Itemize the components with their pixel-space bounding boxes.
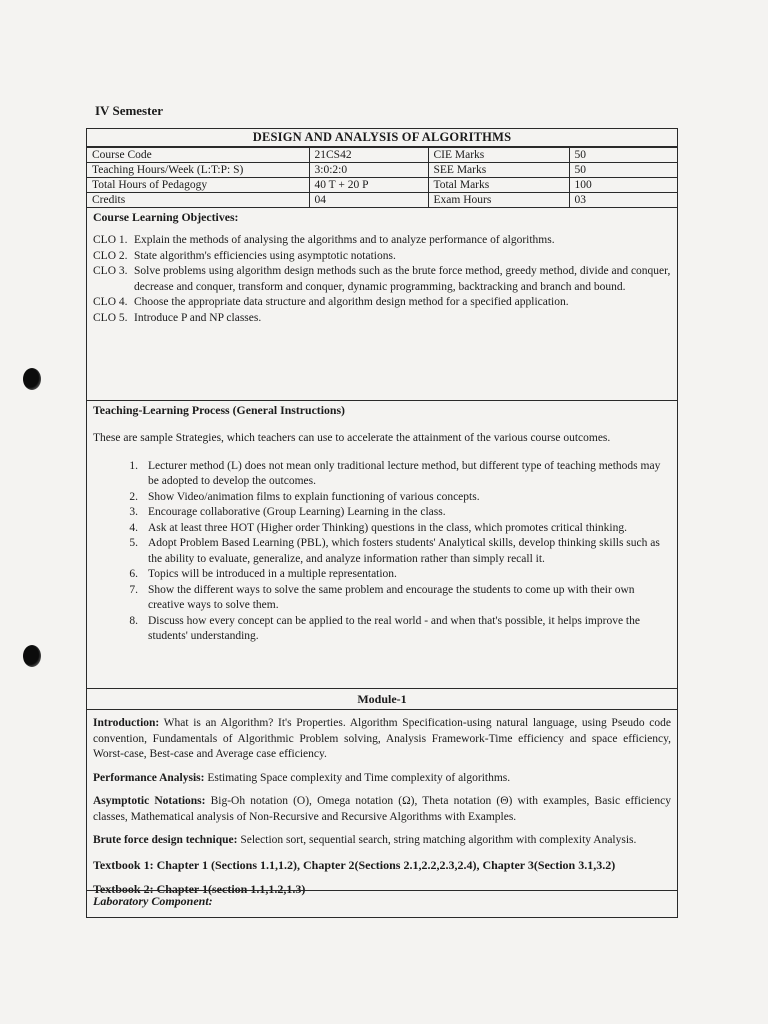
semester-label: IV Semester xyxy=(95,103,163,118)
module-paragraph-label: Introduction: xyxy=(93,717,160,729)
course-info-cell: Exam Hours xyxy=(428,193,569,208)
tlp-item xyxy=(93,505,671,521)
punch-hole-top xyxy=(23,368,41,390)
clo-text: Solve problems using algorithm design methods such as the brute force method, greedy method, divide and conquer, decrease and conquer, transform and conquer, dynamic programming, backtracking and branch and bound. xyxy=(134,265,671,293)
tlp-item xyxy=(93,567,671,583)
course-info-table xyxy=(87,147,677,208)
course-info-cell: 40 T + 20 P xyxy=(309,178,428,193)
course-learning-objectives xyxy=(87,208,677,401)
module-paragraph-text: Estimating Space complexity and Time complexity of algorithms. xyxy=(204,771,511,784)
clo-text: Introduce P and NP classes. xyxy=(134,311,262,324)
module-paragraph-label: Brute force design technique: xyxy=(93,834,238,846)
course-info-cell: 3:0:2:0 xyxy=(309,163,428,178)
clo-code: CLO 4. xyxy=(93,296,128,308)
tlp-item-text: Encourage collaborative (Group Learning) Learning in the class. xyxy=(148,506,446,518)
course-info-cell: Total Marks xyxy=(428,178,569,193)
clo-text: Explain the methods of analysing the algorithms and to analyze performance of algorithms. xyxy=(134,234,555,246)
tlp-intro: These are sample Strategies, which teachers can use to accelerate the attainment of the various course outcomes. xyxy=(93,432,611,444)
teaching-learning-process xyxy=(87,401,677,689)
course-info-cell: 50 xyxy=(569,148,677,163)
textbook-2-reference: Textbook 2: Chapter 1(section 1.1,1.2,1.3) xyxy=(93,881,306,896)
module-paragraph xyxy=(93,794,671,825)
tlp-item-number: 5. xyxy=(129,537,138,549)
tlp-item-number: 6. xyxy=(129,568,138,580)
laboratory-component-heading: Laboratory Component: xyxy=(87,890,677,917)
tlp-item-text: Ask at least three HOT (Higher order Thinking) questions in the class, which promotes critical thinking. xyxy=(148,521,627,534)
tlp-item-text: Adopt Problem Based Learning (PBL), which fosters students' Analytical skills, develop thinking skills such as the ability to evaluate, generalize, and analyze information rather than simply recall it. xyxy=(148,537,660,565)
module-paragraphs xyxy=(93,716,671,849)
tlp-item-number: 8. xyxy=(129,614,138,627)
tlp-item-text: Show the different ways to solve the same problem and encourage the students to come up with their own creative ways to solve them. xyxy=(148,583,635,611)
course-info-cell: Teaching Hours/Week (L:T:P: S) xyxy=(87,163,309,178)
syllabus-sheet xyxy=(86,128,678,918)
course-info-cell: 21CS42 xyxy=(309,148,428,163)
module-paragraph-label: Asymptotic Notations: xyxy=(93,795,206,807)
course-info-cell: CIE Marks xyxy=(428,148,569,163)
course-info-cell: 100 xyxy=(569,178,677,193)
clo-list xyxy=(93,233,671,326)
course-info-row xyxy=(87,178,677,193)
punch-hole-bottom xyxy=(23,645,41,667)
clo-item xyxy=(93,311,671,327)
module-title: Module-1 xyxy=(87,689,677,710)
course-info-cell: Credits xyxy=(87,193,309,208)
module-paragraph-label: Performance Analysis: xyxy=(93,771,205,784)
tlp-item-text: Discuss how every concept can be applied to the real world - and when that's possible, it helps improve the students' understanding. xyxy=(148,614,640,642)
course-info-cell: Course Code xyxy=(87,148,309,163)
module-paragraph xyxy=(93,833,671,849)
clo-text: Choose the appropriate data structure and algorithm design method for a specified application. xyxy=(134,296,569,308)
tlp-item-number: 2. xyxy=(129,490,138,503)
course-info-row xyxy=(87,193,677,208)
clo-item xyxy=(93,264,671,295)
tlp-item-number: 4. xyxy=(129,521,138,534)
course-title: DESIGN AND ANALYSIS OF ALGORITHMS xyxy=(87,129,677,147)
course-info-cell: SEE Marks xyxy=(428,163,569,178)
clo-heading: Course Learning Objectives: xyxy=(93,210,239,224)
module-paragraph-text: What is an Algorithm? It's Properties. Algorithm Specification-using natural language, using Pseudo code convention, Fundamentals of Algorithmic Problem solving, Analysis Framework-Time efficiency and space efficiency, Worst-case, Best-case and Average case efficiency. xyxy=(93,717,671,760)
module-paragraph xyxy=(93,716,671,763)
tlp-item xyxy=(93,459,671,490)
clo-code: CLO 5. xyxy=(93,311,128,324)
clo-code: CLO 1. xyxy=(93,234,128,246)
tlp-item-text: Show Video/animation films to explain functioning of various concepts. xyxy=(148,490,480,503)
clo-item xyxy=(93,295,671,311)
tlp-item-text: Lecturer method (L) does not mean only traditional lecture method, but different type of teaching methods may be adopted to develop the outcomes. xyxy=(148,459,661,487)
module-content xyxy=(87,710,677,897)
course-info-cell: 03 xyxy=(569,193,677,208)
tlp-item xyxy=(93,521,671,537)
clo-text: State algorithm's efficiencies using asymptotic notations. xyxy=(134,249,396,262)
clo-code: CLO 3. xyxy=(93,265,128,277)
course-info-row xyxy=(87,148,677,163)
tlp-list xyxy=(93,459,671,645)
tlp-item-number: 3. xyxy=(129,506,138,518)
course-info-cell: 04 xyxy=(309,193,428,208)
course-info-cell: Total Hours of Pedagogy xyxy=(87,178,309,193)
course-info-row xyxy=(87,163,677,178)
module-paragraph-text: Big-Oh notation (O), Omega notation (Ω), Theta notation (Θ) with examples, Basic efficiency classes, Mathematical analysis of Non-Recursive and Recursive Algorithms with Examples. xyxy=(93,795,671,823)
tlp-item-number: 7. xyxy=(129,583,138,596)
tlp-item xyxy=(93,583,671,614)
tlp-item xyxy=(93,536,671,567)
module-paragraph-text: Selection sort, sequential search, string matching algorithm with complexity Analysis. xyxy=(237,834,637,846)
course-info-cell: 50 xyxy=(569,163,677,178)
tlp-item xyxy=(93,614,671,645)
clo-code: CLO 2. xyxy=(93,249,128,262)
textbook-1-reference: Textbook 1: Chapter 1 (Sections 1.1,1.2), Chapter 2(Sections 2.1,2.2,2.3,2.4), Chapter 3(Section 3.1,3.2) xyxy=(93,857,616,872)
tlp-heading: Teaching-Learning Process (General Instructions) xyxy=(93,403,345,417)
module-paragraph xyxy=(93,771,671,787)
tlp-item-text: Topics will be introduced in a multiple representation. xyxy=(148,568,397,580)
clo-item xyxy=(93,249,671,265)
tlp-item-number: 1. xyxy=(129,459,138,472)
clo-item xyxy=(93,233,671,249)
tlp-item xyxy=(93,490,671,506)
